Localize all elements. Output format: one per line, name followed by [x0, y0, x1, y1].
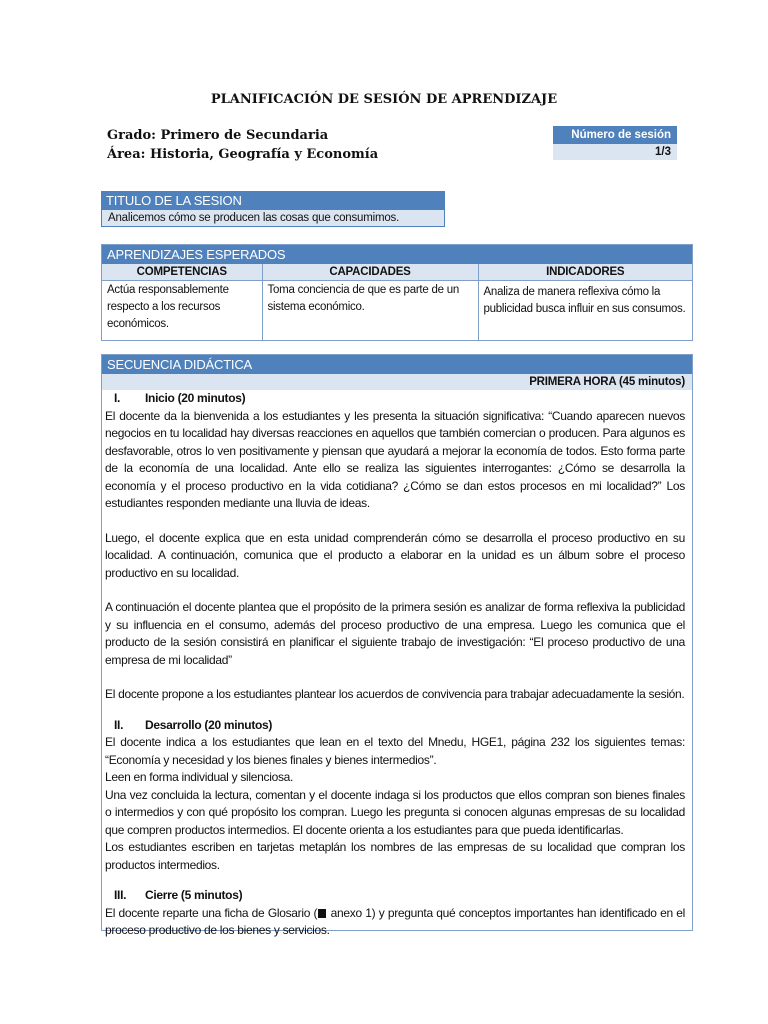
cierre-text-b: anexo 1) y pregunta qué conceptos importantes han identificado en el proceso productivo de los bienes y servicios.: [105, 905, 685, 937]
desarrollo-heading: [105, 717, 685, 735]
area-label: Área: Historia, Geografía y Economía: [107, 147, 379, 162]
expected-learning-section: [101, 244, 693, 341]
inicio-paragraph-2: Luego, el docente explica que en esta unidad comprenderán cómo se desarrolla el proceso productivo en su localidad. A continuación, comunica que el producto a elaborar en la unidad es un álbum sobre el proceso productivo en su localidad.: [105, 530, 685, 580]
expected-learning-heading: APRENDIZAJES ESPERADOS: [102, 245, 692, 264]
inicio-heading: [105, 390, 685, 408]
desarrollo-title: Desarrollo (20 minutos): [145, 717, 273, 732]
cierre-title: Cierre (5 minutos): [145, 888, 243, 902]
desarrollo-paragraph-4: Los estudiantes escriben en tarjetas metaplán los nombres de las empresas de su localidad que compran los productos intermedios.: [105, 840, 685, 872]
session-title-heading: TITULO DE LA SESION: [101, 191, 445, 210]
indicador-cell: Analiza de manera reflexiva cómo la publicidad busca influir en sus consumos.: [478, 280, 692, 340]
cierre-paragraph-1: [105, 905, 685, 940]
session-number-value: 1/3: [553, 144, 677, 161]
sequence-body: [102, 390, 692, 940]
capacidad-cell: Toma conciencia de que es parte de un sistema económico.: [262, 280, 478, 340]
grado-label: Grado: Primero de Secundaria: [107, 128, 329, 143]
session-title-value: Analicemos cómo se producen las cosas que consumimos.: [101, 210, 445, 227]
session-number-box: [553, 126, 677, 161]
desarrollo-number: II.: [114, 717, 124, 732]
column-header-capacidades: CAPACIDADES: [262, 264, 478, 280]
didactic-sequence-heading: SECUENCIA DIDÁCTICA: [102, 355, 692, 374]
expected-learning-table: [102, 264, 692, 340]
cierre-text-a: El docente reparte una ficha de Glosario (: [105, 905, 318, 920]
cierre-heading: [105, 887, 685, 905]
column-header-competencias: COMPETENCIAS: [102, 264, 262, 280]
inicio-paragraph-4: El docente propone a los estudiantes plantear los acuerdos de convivencia para trabajar adecuadamente la sesión.: [105, 687, 685, 701]
document-title: PLANIFICACIÓN DE SESIÓN DE APRENDIZAJE: [210, 92, 558, 107]
competencia-cell: Actúa responsablemente respecto a los recursos económicos.: [102, 280, 262, 340]
inicio-paragraph-3: A continuación el docente plantea que el propósito de la primera sesión es analizar de forma reflexiva la publicidad y su influencia en el consumo, además del proceso productivo de una empresa. Luego les comunica que el producto de la sesión consistirá en planificar el siguiente trabajo de investigación: “El proceso productivo de una empresa de mi localidad”: [105, 600, 685, 667]
column-header-indicadores: INDICADORES: [478, 264, 692, 280]
inicio-paragraph-1: El docente da la bienvenida a los estudiantes y les presenta la situación significativa: “Cuando aparecen nuevos negocios en tu localidad hay diversas reacciones en aquellos que también comercian o producen. Para algunos es desfavorable, otros lo ven positivamente y piensan que ayudará a mejorar la economía de todos. Esto forma parte de la economía de una localidad. Ante ello se realiza las siguientes interrogantes: ¿Cómo se desarrolla la economía y el proceso productivo en la vida cotidiana? ¿Cómo se dan estos procesos en mi localidad?” Los estudiantes responden mediante una lluvia de ideas.: [105, 408, 685, 510]
desarrollo-paragraph-2: Leen en forma individual y silenciosa.: [105, 770, 294, 784]
inicio-number: I.: [114, 391, 121, 405]
table-row: [102, 280, 692, 340]
session-number-label: Número de sesión: [553, 126, 677, 144]
inicio-title: Inicio (20 minutos): [145, 391, 246, 405]
desarrollo-paragraph-1: El docente indica a los estudiantes que lean en el texto del Mnedu, HGE1, página 232 los siguientes temas: “Economía y necesidad y los bienes finales y bienes intermedios”.: [105, 735, 685, 767]
desarrollo-paragraph-3: Una vez concluida la lectura, comentan y el docente indaga si los productos que ellos compran son bienes finales o intermedios y con qué propósito los compran. Luego les pregunta si conocen algunas empresas de su localidad que compren productos intermedios. El docente orienta a los estudiantes para que pueda identificarlas.: [105, 787, 685, 837]
didactic-sequence-section: [101, 354, 693, 937]
first-hour-label: PRIMERA HORA (45 minutos): [102, 374, 692, 390]
cierre-number: III.: [114, 888, 127, 902]
session-title-section: [101, 191, 445, 227]
annex-square-icon: [318, 909, 326, 918]
